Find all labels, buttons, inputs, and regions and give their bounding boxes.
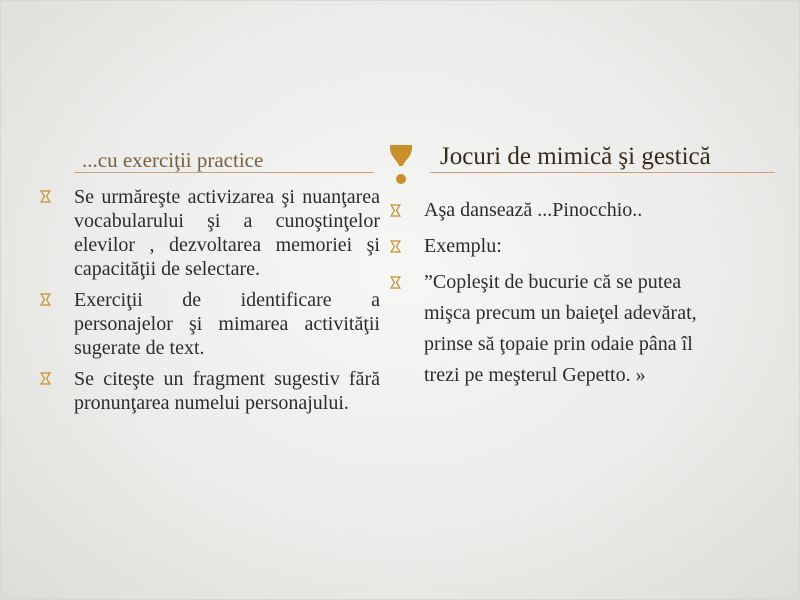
list-item	[40, 367, 380, 415]
bullet-text: Exerciţii de identificare a personajelor şi mimarea activităţii sugerate de text.	[74, 289, 380, 359]
left-column-header: ...cu exerciţii practice	[82, 148, 264, 172]
hourglass-bullet-icon	[40, 372, 51, 385]
hourglass-bullet-icon	[390, 204, 401, 217]
hourglass-icon	[388, 143, 414, 187]
hourglass-bullet-icon	[40, 293, 51, 306]
list-item	[390, 267, 730, 391]
right-column	[390, 195, 730, 396]
list-item	[40, 185, 380, 281]
bullet-text: ”Copleşit de bucurie că se putea mişca precum un baieţel adevărat, prinse să ţopaie prin odaie pâna îl trezi pe meşterul Gepetto. »	[424, 271, 697, 386]
bullet-text: Se citeşte un fragment sugestiv fără pronunţarea numelui personajului.	[74, 368, 380, 414]
hourglass-bullet-icon	[390, 276, 401, 289]
left-column	[40, 185, 380, 422]
right-column-header: Jocuri de mimică şi gestică	[440, 143, 711, 170]
bullet-text: Aşa dansează ...Pinocchio..	[424, 199, 643, 221]
list-item	[390, 195, 730, 226]
right-header-rule	[430, 172, 775, 173]
bullet-text: Se urmăreşte activizarea şi nuanţarea vocabularului şi a cunoştinţelor elevilor , dezvoltarea memoriei şi capacităţii de selectare.	[74, 186, 380, 280]
bullet-text: Exemplu:	[424, 235, 502, 257]
list-item	[40, 288, 380, 360]
hourglass-bullet-icon	[390, 240, 401, 253]
list-item	[390, 231, 730, 262]
hourglass-bullet-icon	[40, 190, 51, 203]
